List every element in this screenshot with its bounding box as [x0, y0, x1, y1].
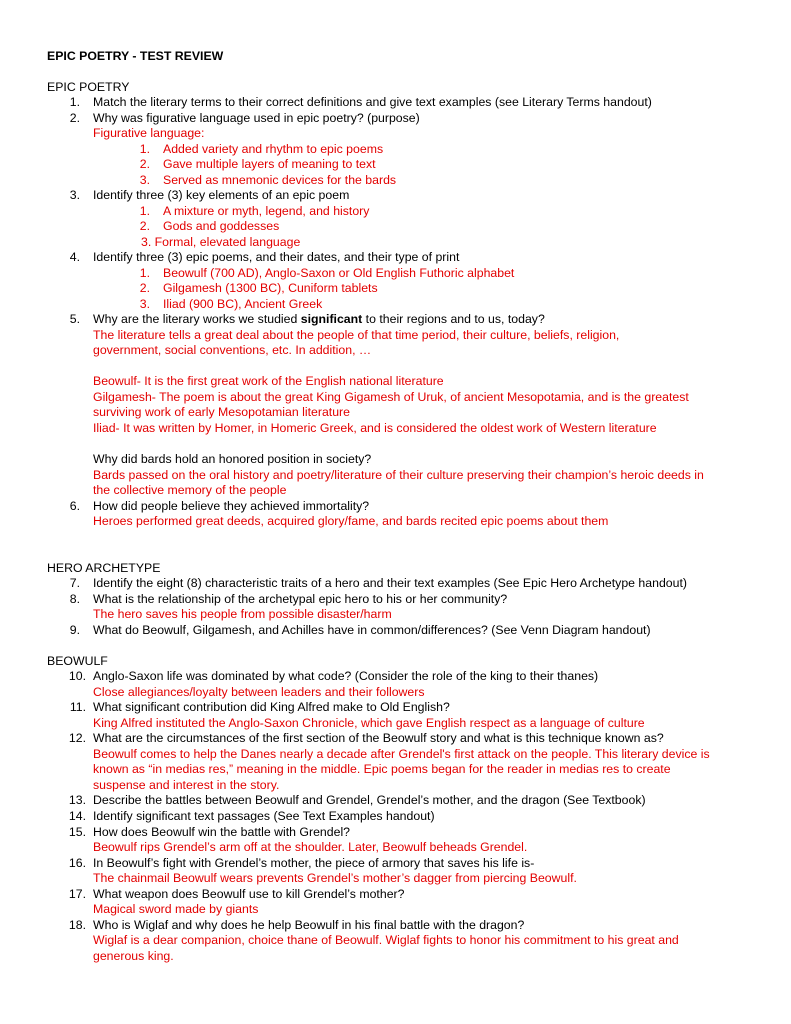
answer-item: Gilgamesh (1300 BC), Cuniform tablets: [163, 281, 378, 295]
question-text: Describe the battles between Beowulf and Grendel, Grendel’s mother, and the dragon (See Textbook): [93, 793, 646, 807]
answer-item: 3. Formal, elevated language: [141, 235, 301, 249]
answer-number: 3.: [139, 297, 150, 311]
answer-text: government, social conventions, etc. In addition, …: [93, 343, 372, 357]
answer-text: the collective memory of the people: [93, 483, 287, 497]
answer-number: 1.: [139, 266, 150, 280]
answer-number: 2.: [139, 157, 150, 171]
answer-item: Served as mnemonic devices for the bards: [163, 173, 397, 187]
question-text: Identify the eight (8) characteristic traits of a hero and their text examples (See Epic Hero Archetype handout): [93, 576, 687, 590]
answer-text: suspense and interest in the story.: [93, 778, 280, 792]
answer-text: The hero saves his people from possible disaster/harm: [93, 607, 392, 621]
question-text: What are the circumstances of the first section of the Beowulf story and what is this technique known as?: [93, 731, 664, 745]
answer-heading: Figurative language:: [93, 126, 205, 140]
answer-text: Iliad- It was written by Homer, in Homeric Greek, and is considered the oldest work of Western literature: [93, 421, 657, 435]
answer-text: Beowulf comes to help the Danes nearly a decade after Grendel's first attack on the people. This literary device is: [93, 747, 710, 761]
answer-text: generous king.: [93, 949, 174, 963]
question-number: 14.: [68, 809, 86, 823]
question-number: 8.: [69, 592, 80, 606]
answer-number: 2.: [139, 219, 150, 233]
question-text: Anglo-Saxon life was dominated by what code? (Consider the role of the king to their thanes): [93, 669, 599, 683]
question-text: Identify three (3) epic poems, and their dates, and their type of print: [93, 250, 460, 264]
question-text: [93, 312, 545, 327]
question-text: In Beowulf’s fight with Grendel’s mother, the piece of armory that saves his life is-: [93, 856, 535, 870]
question-number: 16.: [68, 856, 86, 870]
question-text-part: to their regions and to us, today?: [362, 312, 545, 326]
question-number: 6.: [69, 499, 80, 513]
answer-text: surviving work of early Mesopotamian literature: [93, 405, 350, 419]
answer-text: Magical sword made by giants: [93, 902, 259, 916]
question-text: Identify three (3) key elements of an epic poem: [93, 188, 350, 202]
question-number: 4.: [69, 250, 80, 264]
question-text: Why did bards hold an honored position in society?: [93, 452, 372, 466]
answer-text: Bards passed on the oral history and poetry/literature of their culture preserving their champion’s heroic deeds in: [93, 468, 704, 482]
document-title: EPIC POETRY - TEST REVIEW: [47, 49, 224, 63]
question-text: What is the relationship of the archetypal epic hero to his or her community?: [93, 592, 508, 606]
question-number: 7.: [69, 576, 80, 590]
answer-text: The chainmail Beowulf wears prevents Grendel’s mother’s dagger from piercing Beowulf.: [93, 871, 577, 885]
question-number: 10.: [68, 669, 86, 683]
question-number: 11.: [69, 700, 86, 714]
section-heading-beowulf: BEOWULF: [47, 654, 108, 668]
answer-number: 1.: [139, 142, 150, 156]
question-text: How did people believe they achieved immortality?: [93, 499, 370, 513]
question-number: 5.: [69, 312, 80, 326]
answer-number: 2.: [139, 281, 150, 295]
answer-text: King Alfred instituted the Anglo-Saxon Chronicle, which gave English respect as a language of culture: [93, 716, 645, 730]
question-text: How does Beowulf win the battle with Grendel?: [93, 825, 351, 839]
question-text-part: Why are the literary works we studied: [93, 312, 301, 326]
answer-text: Wiglaf is a dear companion, choice thane of Beowulf. Wiglaf fights to honor his commitment to his great and: [93, 933, 679, 947]
question-text: Who is Wiglaf and why does he help Beowulf in his final battle with the dragon?: [93, 918, 525, 932]
emphasis-word: significant: [300, 312, 363, 326]
question-number: 9.: [69, 623, 80, 637]
question-text: What do Beowulf, Gilgamesh, and Achilles have in common/differences? (See Venn Diagram handout): [93, 623, 651, 637]
answer-number: 3.: [139, 173, 150, 187]
answer-text: Gilgamesh- The poem is about the great King Gigamesh of Uruk, of ancient Mesopotamia, and is the greatest: [93, 390, 689, 404]
answer-number: 1.: [139, 204, 150, 218]
question-number: 17.: [68, 887, 86, 901]
answer-text: Beowulf- It is the first great work of the English national literature: [93, 374, 444, 388]
question-number: 3.: [69, 188, 80, 202]
question-number: 12.: [68, 731, 86, 745]
answer-text: Close allegiances/loyalty between leaders and their followers: [93, 685, 425, 699]
answer-item: A mixture or myth, legend, and history: [163, 204, 370, 218]
question-number: 1.: [69, 95, 80, 109]
answer-text: Beowulf rips Grendel’s arm off at the shoulder. Later, Beowulf beheads Grendel.: [93, 840, 528, 854]
question-text: What significant contribution did King Alfred make to Old English?: [93, 700, 450, 714]
answer-item: Iliad (900 BC), Ancient Greek: [163, 297, 323, 311]
answer-text: The literature tells a great deal about the people of that time period, their culture, beliefs, religion,: [93, 328, 620, 342]
question-number: 13.: [68, 793, 86, 807]
answer-text: Heroes performed great deeds, acquired glory/fame, and bards recited epic poems about them: [93, 514, 609, 528]
question-number: 18.: [68, 918, 86, 932]
answer-item: Gave multiple layers of meaning to text: [163, 157, 376, 171]
answer-item: Added variety and rhythm to epic poems: [163, 142, 384, 156]
section-heading-epic-poetry: EPIC POETRY: [47, 80, 130, 94]
answer-item: Gods and goddesses: [163, 219, 280, 233]
question-number: 15.: [68, 825, 86, 839]
section-heading-hero-archetype: HERO ARCHETYPE: [47, 561, 161, 575]
answer-text: known as “in medias res,” meaning in the middle. Epic poems began for the reader in medias res to create: [93, 762, 671, 776]
question-text: What weapon does Beowulf use to kill Grendel’s mother?: [93, 887, 405, 901]
question-text: Why was figurative language used in epic poetry? (purpose): [93, 111, 420, 125]
question-number: 2.: [69, 111, 80, 125]
answer-item: Beowulf (700 AD), Anglo-Saxon or Old English Futhoric alphabet: [163, 266, 515, 280]
question-text: Identify significant text passages (See Text Examples handout): [93, 809, 435, 823]
question-text: Match the literary terms to their correct definitions and give text examples (see Literary Terms handout): [93, 95, 652, 109]
